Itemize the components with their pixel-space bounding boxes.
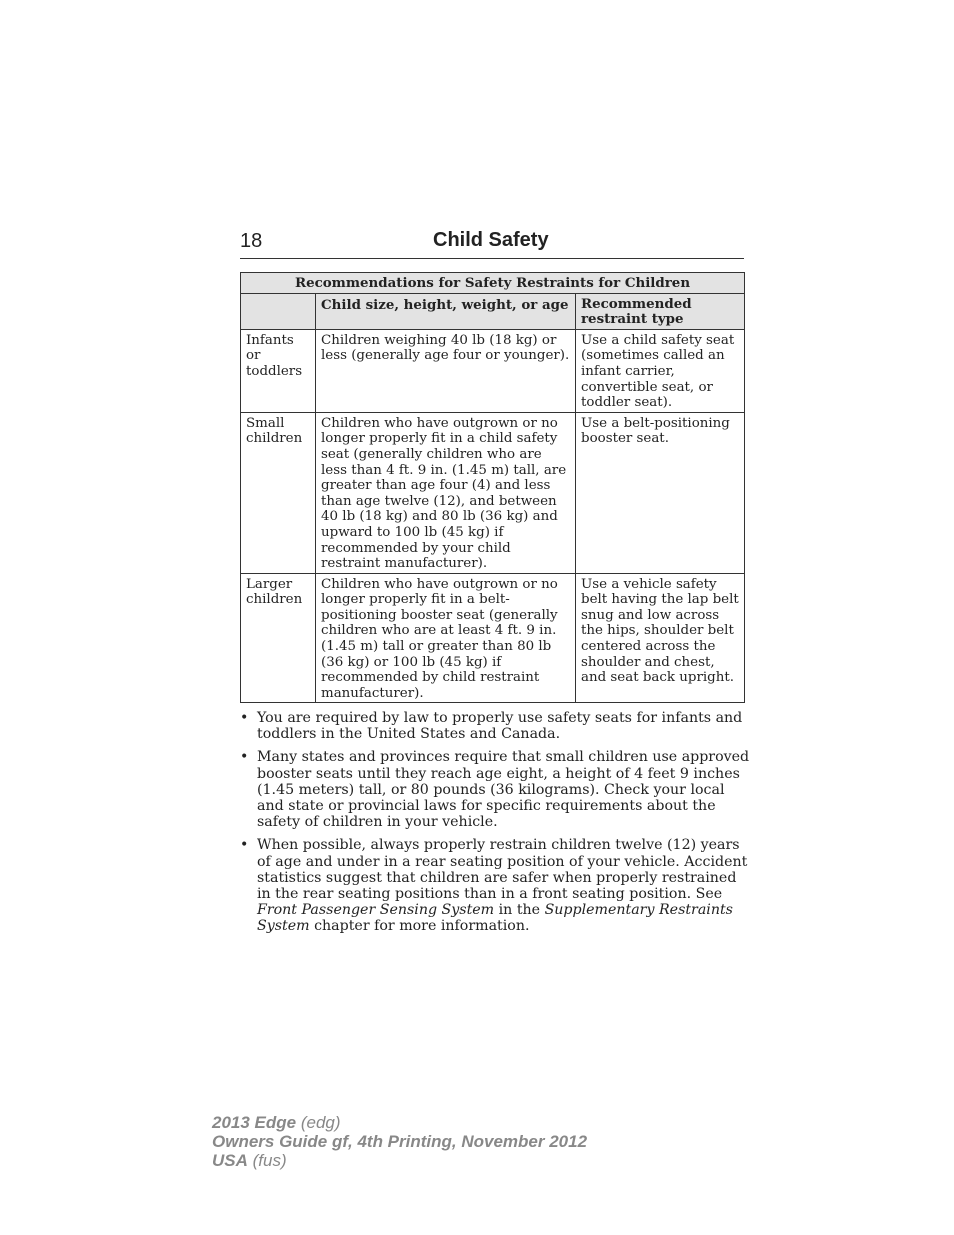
reference-supplementary-restraints: Supplementary Restraints System: [257, 902, 733, 935]
footer-model-code: (edg): [300, 1113, 341, 1132]
footer-line-market: [212, 1151, 587, 1170]
table-row: [241, 573, 745, 703]
section-title: Child Safety: [433, 229, 549, 251]
restraints-table: [240, 272, 745, 703]
cell-restraint: Use a belt-positioning booster seat.: [576, 412, 745, 573]
cell-size: Children who have outgrown or no longer properly fit in a belt-positioning booster seat (generally children who are at least 4 ft. 9 in. (1.45 m) tall or greater than 80 lb (36 kg) or 100 lb (45 kg) if recommended by child restraint manufacturer).: [316, 573, 576, 703]
column-header-restraint: Recommended restraint type: [576, 293, 745, 329]
footer-printing: Owners Guide gf, 4th Printing, November 2012: [212, 1132, 588, 1151]
cell-category: Small children: [241, 412, 316, 573]
cell-size: Children who have outgrown or no longer properly fit in a child safety seat (generally children who are less than 4 ft. 9 in. (1.45 m) tall, are greater than age four (4) and less than age twelve (12), and between 40 lb (18 kg) and 80 lb (36 kg) and upward to 100 lb (45 kg) if recommended by your child restraint manufacturer).: [316, 412, 576, 573]
cell-category: Larger children: [241, 573, 316, 703]
bullet-icon: •: [240, 837, 249, 854]
list-item: [240, 710, 750, 742]
page-footer: [212, 1113, 587, 1170]
table-caption-row: [241, 273, 745, 294]
page-header: [240, 228, 744, 259]
cell-restraint: Use a child safety seat (sometimes called an infant carrier, convertible seat, or toddler seat).: [576, 329, 745, 412]
cell-size: Children weighing 40 lb (18 kg) or less (generally age four or younger).: [316, 329, 576, 412]
column-header-size: Child size, height, weight, or age: [316, 293, 576, 329]
reference-front-passenger-sensing: Front Passenger Sensing System: [257, 902, 495, 919]
bullet-text: in the: [498, 902, 541, 919]
page-number: 18: [240, 230, 263, 252]
column-header-category: [241, 293, 316, 329]
footer-line-model: [212, 1113, 587, 1132]
table-caption: Recommendations for Safety Restraints for Children: [241, 273, 745, 294]
bullet-text: When possible, always properly restrain children twelve (12) years of age and under in a rear seating position of your vehicle. Accident statistics suggest that children are safer when properly restrained in the rear seating positions than in a front seating position. See: [257, 837, 748, 903]
list-item: [240, 837, 750, 934]
bullet-icon: •: [240, 710, 249, 726]
cell-restraint: Use a vehicle safety belt having the lap belt snug and low across the hips, shoulder belt centered across the shoulder and chest, and seat back upright.: [576, 573, 745, 703]
footer-line-printing: [212, 1132, 587, 1151]
cell-category: Infants or toddlers: [241, 329, 316, 412]
bullet-text: Many states and provinces require that small children use approved booster seats until they reach age eight, a height of 4 feet 9 inches (1.45 meters) tall, or 80 pounds (36 kilograms). Check your local and state or provincial laws for specific requirements about the safety of children in your vehicle.: [257, 749, 750, 831]
footer-market-code: (fus): [252, 1151, 287, 1170]
bullet-icon: •: [240, 749, 249, 766]
bullet-text: chapter for more information.: [314, 918, 530, 935]
footer-model: 2013 Edge: [212, 1113, 297, 1132]
table-row: [241, 329, 745, 412]
list-item: [240, 749, 750, 830]
footer-market: USA: [212, 1151, 248, 1170]
bullet-list: [240, 710, 750, 942]
table-header-row: [241, 293, 745, 329]
table-row: [241, 412, 745, 573]
bullet-text: You are required by law to properly use safety seats for infants and toddlers in the United States and Canada.: [257, 710, 743, 743]
